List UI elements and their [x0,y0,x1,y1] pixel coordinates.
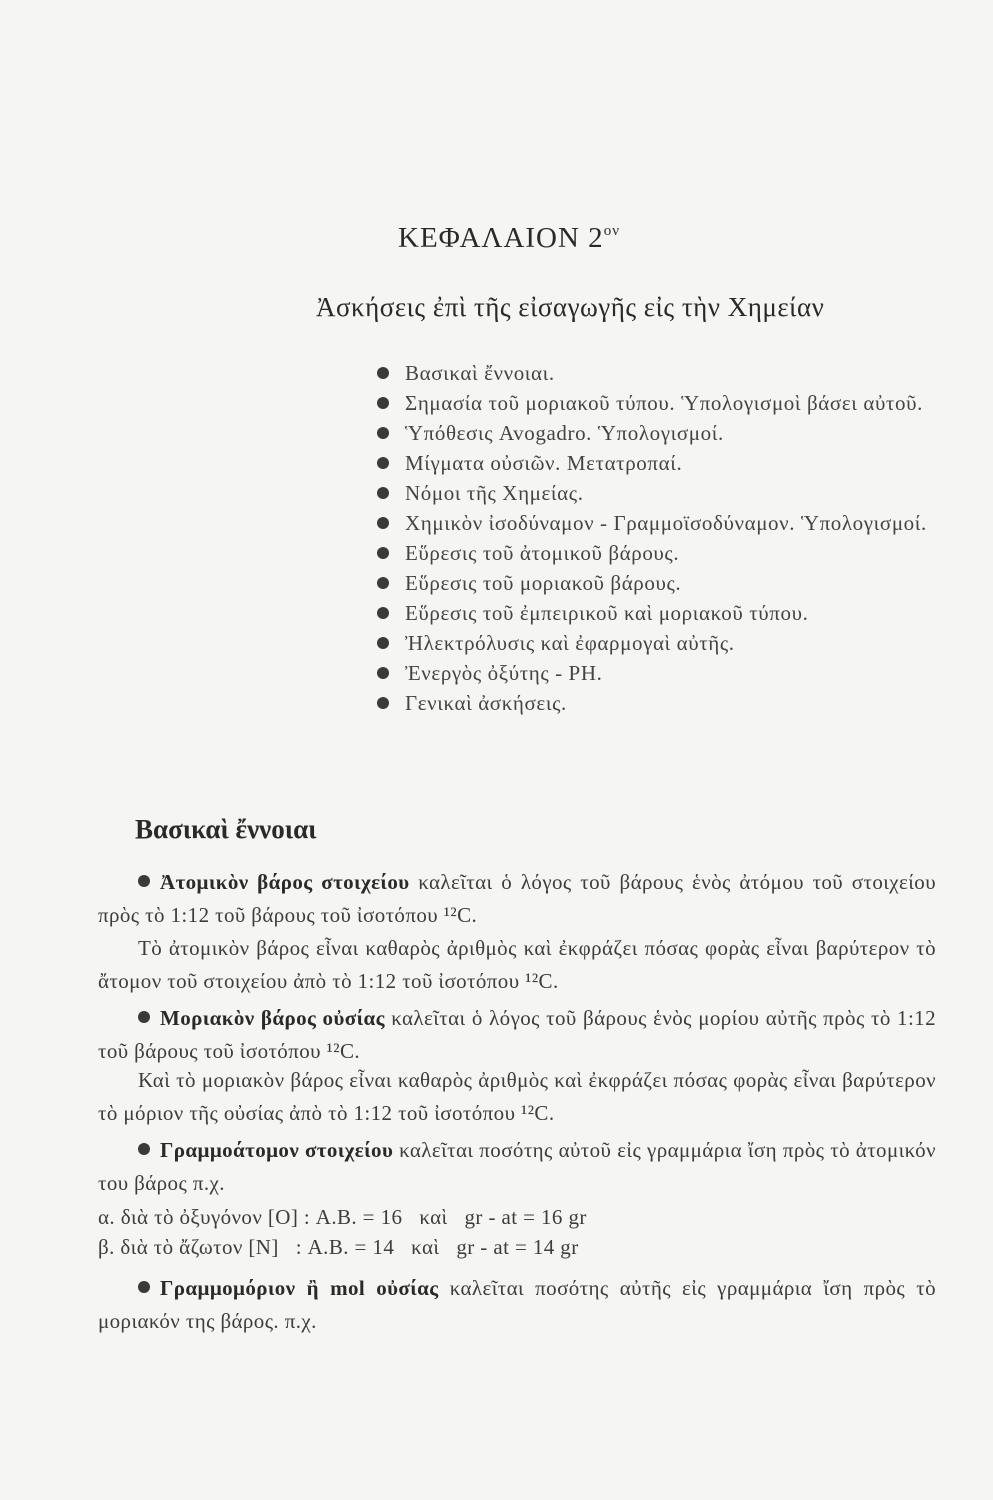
bullet-icon [377,487,389,499]
paragraph-molecular-weight-explanation: Καὶ τὸ μοριακὸν βάρος εἶναι καθαρὸς ἀριθμὸς καὶ ἐκφράζει πόσας φορὰς εἶναι βαρύτερον τὸ μόριον τῆς οὐσίας ἀπὸ τὸ 1:12 τοῦ ἰσοτόπου ¹²C. [98,1068,936,1125]
bullet-icon [377,577,389,589]
bullet-icon [377,637,389,649]
topic-text: Εὕρεσις τοῦ ἀτομικοῦ βάρους. [405,541,680,565]
example-nitrogen: β. διὰ τὸ ἄζωτον [N] : A.B. = 14 καὶ gr - at = 14 gr [98,1235,579,1259]
topic-item [377,658,937,688]
term-molecular-weight: Μοριακὸν βάρος οὐσίας [160,1006,385,1030]
topic-item [377,388,937,418]
paragraph-gram-atom [98,1134,936,1200]
topic-text: Βασικαὶ ἔννοιαι. [405,361,555,385]
bullet-icon [377,427,389,439]
term-gram-atom: Γραμμοάτομον στοιχείου [160,1138,394,1162]
bullet-icon [138,875,150,887]
topic-item [377,688,937,718]
topic-item [377,358,937,388]
topic-list [377,358,937,718]
paragraph-text: καλεῖται ὁ λόγος τοῦ βάρους ἑνὸς μορίου αὐτῆς πρὸς τὸ 1:12 τοῦ βάρους τοῦ ἰσοτόπου ¹²C. [98,1006,936,1063]
chapter-title [398,222,620,255]
topic-text: Ὑπόθεσις Avogadro. Ὑπολογισμοί. [405,421,724,445]
topic-item [377,598,937,628]
bullet-icon [377,667,389,679]
term-mole: Γραμμομόριον ἢ mol οὐσίας [160,1276,439,1300]
paragraph-text: καλεῖται ποσότης αὐτοῦ εἰς γραμμάρια ἴση πρὸς τὸ ἀτομικόν του βάρος π.χ. [98,1138,936,1195]
bullet-icon [377,697,389,709]
topic-text: Εὕρεσις τοῦ μοριακοῦ βάρους. [405,571,682,595]
chapter-title-superscript: ον [603,223,620,239]
paragraph-text: καλεῖται ὁ λόγος τοῦ βάρους ἑνὸς ἀτόμου τοῦ στοιχείου πρὸς τὸ 1:12 τοῦ βάρους τοῦ ἰσοτόπου ¹²C. [98,870,936,927]
topic-item [377,478,937,508]
paragraph-molecular-weight [98,1002,936,1068]
bullet-icon [377,517,389,529]
topic-item [377,418,937,448]
chapter-title-text: ΚΕΦΑΛΑΙΟΝ 2 [398,222,604,254]
topic-text: Γενικαὶ ἀσκήσεις. [405,691,567,715]
bullet-icon [138,1281,150,1293]
example-oxygen: α. διὰ τὸ ὀξυγόνον [O] : A.B. = 16 καὶ gr - at = 16 gr [98,1205,587,1229]
paragraph-mole [98,1272,936,1338]
section-heading: Βασικαὶ ἔννοιαι [135,814,317,844]
topic-text: Χημικὸν ἰσοδύναμον - Γραμμοϊσοδύναμον. Ὑπολογισμοί. [405,511,927,535]
topic-text: Ἐνεργὸς ὀξύτης - PH. [405,661,603,685]
topic-text: Ἠλεκτρόλυσις καὶ ἐφαρμογαὶ αὐτῆς. [405,631,735,655]
bullet-icon [377,547,389,559]
paragraph-atomic-weight-explanation: Τὸ ἀτομικὸν βάρος εἶναι καθαρὸς ἀριθμὸς καὶ ἐκφράζει πόσας φορὰς εἶναι βαρύτερον τὸ ἄτομον τοῦ στοιχείου ἀπὸ τὸ 1:12 τοῦ ἰσοτόπου ¹²C. [98,936,936,993]
topic-text: Εὕρεσις τοῦ ἐμπειρικοῦ καὶ μοριακοῦ τύπου. [405,601,809,625]
paragraph-atomic-weight [98,866,936,932]
topic-item [377,538,937,568]
topic-item [377,448,937,478]
topic-text: Σημασία τοῦ μοριακοῦ τύπου. Ὑπολογισμοὶ βάσει αὐτοῦ. [405,391,923,415]
bullet-icon [377,607,389,619]
paragraph-text: καλεῖται ποσότης αὐτῆς εἰς γραμμάρια ἴση πρὸς τὸ μοριακόν της βάρος. π.χ. [98,1276,936,1333]
topic-text: Μίγματα οὐσιῶν. Μετατροπαί. [405,451,683,475]
topic-item [377,628,937,658]
bullet-icon [377,397,389,409]
chapter-subtitle: Ἀσκήσεις ἐπὶ τῆς εἰσαγωγῆς εἰς τὴν Χημείαν [316,292,825,322]
bullet-icon [138,1143,150,1155]
topic-item [377,508,937,538]
bullet-icon [377,367,389,379]
bullet-icon [138,1011,150,1023]
topic-text: Νόμοι τῆς Χημείας. [405,481,584,505]
bullet-icon [377,457,389,469]
topic-item [377,568,937,598]
term-atomic-weight: Ἀτομικὸν βάρος στοιχείου [160,870,410,894]
